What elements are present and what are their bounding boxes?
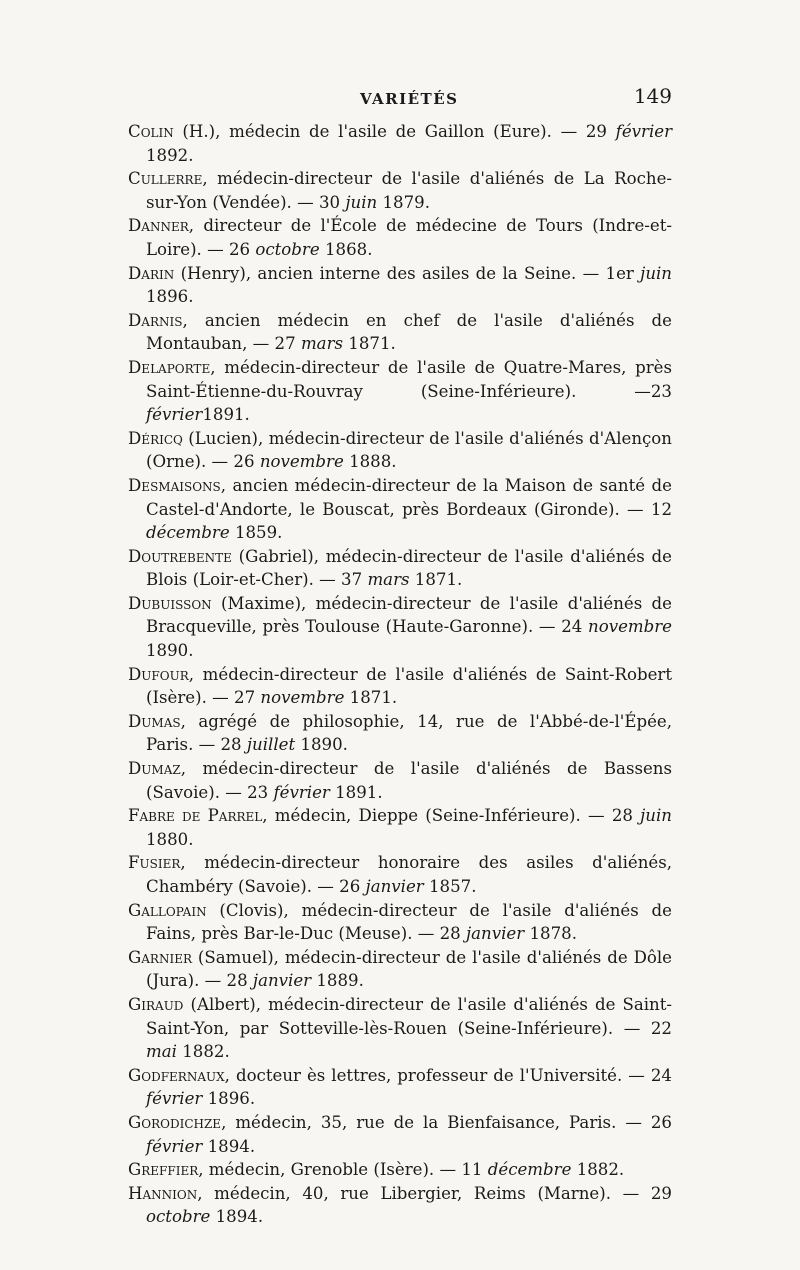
entry-name: Cullerre [128,169,203,189]
entry-tail: 1890. [146,641,194,661]
entry-rest: (Lucien), médecin-directeur de l'asile d'aliénés d'Alençon (Orne). — 26 [146,428,672,472]
entry-date: février [615,122,672,141]
entry-rest: , agrégé de philosophie, 14, rue de l'Abbé-de-l'Épée, Paris. — 28 [146,711,672,755]
entry-date: juin [345,192,378,212]
list-item [128,757,672,804]
entry-tail: 1868. [319,239,373,259]
entry-name: Gallopain [128,900,207,920]
entry-rest: (Gabriel), médecin-directeur de l'asile d'aliénés de Blois (Loir-et-Cher). — 37 [146,546,672,590]
entry-rest: , médecin-directeur de l'asile d'aliénés de La Roche-sur-Yon (Vendée). — 30 [146,169,672,212]
entry-date: février [273,782,330,802]
entry-tail: 1859. [229,523,283,543]
entry-date: janvier [365,877,424,896]
entry-name: Godfernaux [128,1065,225,1085]
entry-rest: , médecin-directeur de l'asile de Quatre-Mares, près Saint-Étienne-du-Rouvray (Seine-Inférieure). —23 [146,357,672,401]
entry-tail: 1896. [202,1089,256,1109]
entry-date: novembre [588,617,672,637]
entry-name: Garnier [128,947,192,967]
entry-name: Giraud [128,994,184,1014]
entry-rest: , médecin, 35, rue de la Bienfaisance, Paris. — 26 [221,1112,672,1132]
entry-tail: 1871. [344,688,398,708]
entry-tail: 1871. [409,570,463,590]
entry-date: décembre [146,523,230,543]
list-item [128,356,672,427]
list-item [128,120,672,167]
entry-date: juillet [246,735,296,755]
page-number: 149 [633,84,672,108]
entry-rest: , médecin, 40, rue Libergier, Reims (Marne). — 29 [197,1183,672,1203]
entry-name: Hannion [128,1183,198,1203]
entry-rest: , directeur de l'École de médecine de Tours (Indre-et-Loire). — 26 [146,216,672,259]
entry-name: Dumas [128,711,181,731]
entry-rest: (Samuel), médecin-directeur de l'asile d'aliénés de Dôle (Jura). — 28 [146,947,672,991]
list-item [128,710,672,757]
entry-name: Delaporte [128,357,211,377]
entry-name: Colin [128,122,174,141]
entry-rest: , médecin-directeur de l'asile d'aliénés de Bassens (Savoie). — 23 [146,759,672,802]
entry-rest: (Clovis), médecin-directeur de l'asile d'aliénés de Fains, près Bar-le-Duc (Meuse). — 28 [146,900,672,944]
list-item [128,167,672,214]
list-item [128,946,672,993]
list-item [128,1182,672,1229]
entry-tail: 1890. [295,735,348,755]
entry-rest: (Maxime), médecin-directeur de l'asile d'aliénés de Bracqueville, près Toulouse (Haute-Garonne). — 24 [146,593,672,637]
entry-rest: , médecin, Grenoble (Isère). — 11 [198,1160,488,1180]
entry-tail: 1871. [343,334,396,354]
entry-date: février [146,405,203,425]
entry-tail: 1880. [146,829,194,849]
entry-tail: 1879. [377,192,430,212]
running-title: VARIÉTÉS [360,90,459,108]
list-item [128,851,672,898]
entry-tail: 1891. [329,782,383,802]
entry-name: Greffier [128,1160,199,1180]
entry-date: janvier [466,924,525,944]
entry-tail: 1857. [423,877,477,896]
list-item [128,592,672,663]
entry-date: février [146,1089,203,1109]
entry-date: juin [640,263,672,283]
entry-tail: 1882. [176,1042,230,1062]
list-item [128,474,672,545]
entry-date: juin [640,806,672,826]
entry-rest: , ancien médecin-directeur de la Maison de santé de Castel-d'Andorte, le Bouscat, près Bordeaux (Gironde). — 12 [146,475,672,519]
entry-name: Fabre de Parrel [128,806,263,826]
list-item [128,545,672,592]
entry-date: octobre [255,239,320,259]
entry-name: Danner [128,216,189,236]
entry-name: Dumaz [128,759,181,779]
list-item [128,804,672,851]
entry-date: janvier [252,971,312,991]
entry-rest: , ancien médecin en chef de l'asile d'aliénés de Montauban, — 27 [146,310,672,354]
list-item [128,1064,672,1111]
entry-date: mars [300,334,344,354]
entry-tail: 1888. [343,452,397,472]
entry-name: Fusier [128,853,181,873]
entry-rest: , médecin-directeur de l'asile d'aliénés de Saint-Robert (Isère). — 27 [146,664,672,708]
entry-tail: 1878. [524,924,577,944]
list-item [128,993,672,1064]
entry-name: Darin [128,263,175,283]
entry-tail: 1892. [146,145,194,165]
list-item [128,1111,672,1158]
list-item [128,663,672,710]
entry-name: Dubuisson [128,593,212,613]
entry-rest: , médecin, Dieppe (Seine-Inférieure). — 28 [262,806,641,826]
entry-tail: 1894. [202,1136,256,1156]
entry-date: décembre [487,1160,572,1180]
entry-tail: 1889. [311,971,364,991]
entry-rest: , médecin-directeur honoraire des asiles d'aliénés, Chambéry (Savoie). — 26 [146,853,672,896]
entry-date: octobre [146,1207,211,1227]
list-item [128,1158,672,1182]
entry-name: Gorodichze [128,1112,222,1132]
list-item [128,899,672,946]
entry-tail: 1891. [202,405,250,425]
entry-date: novembre [259,452,344,472]
list-item [128,262,672,309]
entry-tail: 1896. [146,287,194,307]
entry-name: Darnis [128,310,183,330]
running-header [128,86,672,116]
entry-rest: (H.), médecin de l'asile de Gaillon (Eure). — 29 [173,122,616,141]
entry-date: novembre [260,688,345,708]
entry-name: Déricq [128,428,183,448]
entry-rest: (Albert), médecin-directeur de l'asile d'aliénés de Saint-Saint-Yon, par Sotteville-lès-Rouen (Seine-Inférieure). — 22 [146,994,672,1038]
list-item [128,214,672,261]
entry-name: Dufour [128,664,189,684]
entry-rest: (Henry), ancien interne des asiles de la Seine. — 1er [174,263,641,283]
entry-tail: 1894. [210,1207,264,1227]
list-item [128,309,672,356]
entry-name: Doutrebente [128,546,232,566]
entry-list [128,120,672,1229]
list-item [128,427,672,474]
entry-date: mars [367,570,410,590]
entry-rest: , docteur ès lettres, professeur de l'Université. — 24 [224,1065,672,1085]
entry-date: février [146,1136,203,1156]
entry-name: Desmaisons [128,475,221,495]
entry-tail: 1882. [571,1160,625,1180]
entry-date: mai [146,1042,177,1062]
